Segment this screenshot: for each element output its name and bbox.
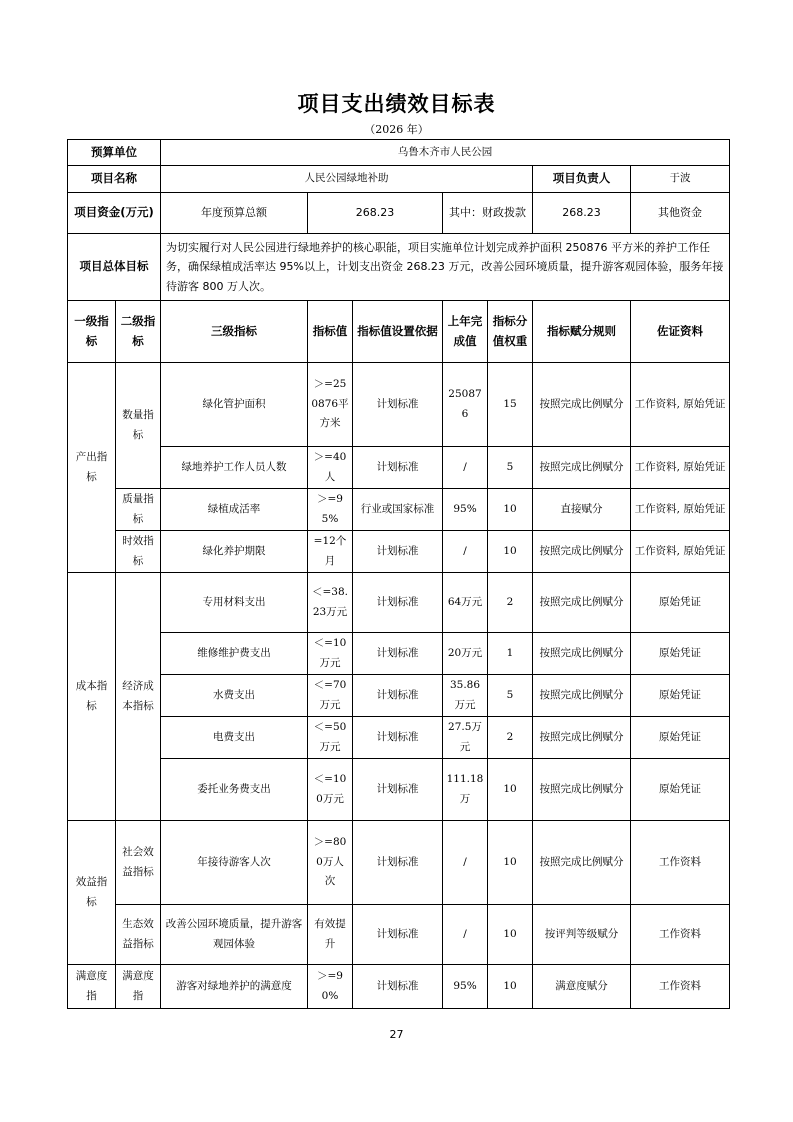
indicator-last: / bbox=[443, 447, 488, 489]
performance-table bbox=[67, 139, 730, 1009]
project-value: 人民公园绿地补助 bbox=[161, 166, 533, 193]
indicator-weight: 2 bbox=[488, 717, 533, 759]
indicator-evidence: 原始凭证 bbox=[631, 717, 730, 759]
group-economic-cost: 经济成本指标 bbox=[116, 573, 161, 821]
header-rule: 指标赋分规则 bbox=[533, 301, 631, 363]
group-quantity: 数量指标 bbox=[116, 363, 161, 489]
header-level1: 一级指标 bbox=[68, 301, 116, 363]
header-level3: 三级指标 bbox=[161, 301, 308, 363]
indicator-value: ＜=50万元 bbox=[308, 717, 353, 759]
indicator-basis: 计划标准 bbox=[353, 821, 443, 905]
table-row bbox=[68, 363, 730, 447]
indicator-basis: 计划标准 bbox=[353, 447, 443, 489]
indicator-name: 维修维护费支出 bbox=[161, 633, 308, 675]
indicator-basis: 计划标准 bbox=[353, 717, 443, 759]
table-row bbox=[68, 965, 730, 1009]
indicator-rule: 直接赋分 bbox=[533, 489, 631, 531]
indicator-value: ＞=250876平方米 bbox=[308, 363, 353, 447]
header-value: 指标值 bbox=[308, 301, 353, 363]
indicator-last: / bbox=[443, 531, 488, 573]
indicator-last: 111.18万 bbox=[443, 759, 488, 821]
project-row bbox=[68, 166, 730, 193]
indicator-name: 改善公园环境质量，提升游客观园体验 bbox=[161, 905, 308, 965]
indicator-name: 绿植成活率 bbox=[161, 489, 308, 531]
indicator-basis: 计划标准 bbox=[353, 363, 443, 447]
indicator-evidence: 工作资料 bbox=[631, 821, 730, 905]
group-cost: 成本指标 bbox=[68, 573, 116, 821]
table-row bbox=[68, 717, 730, 759]
indicator-last: 35.86万元 bbox=[443, 675, 488, 717]
indicator-last: / bbox=[443, 905, 488, 965]
table-row bbox=[68, 675, 730, 717]
indicator-basis: 计划标准 bbox=[353, 573, 443, 633]
year-label: （2026 年） bbox=[364, 123, 429, 136]
indicator-rule: 按照完成比例赋分 bbox=[533, 531, 631, 573]
header-row bbox=[68, 301, 730, 363]
table-row bbox=[68, 905, 730, 965]
group-benefit: 效益指标 bbox=[68, 821, 116, 965]
goal-row bbox=[68, 234, 730, 301]
indicator-rule: 按照完成比例赋分 bbox=[533, 633, 631, 675]
annual-label: 年度预算总额 bbox=[161, 193, 308, 234]
unit-label: 预算单位 bbox=[68, 140, 161, 166]
table-row bbox=[68, 759, 730, 821]
indicator-rule: 按评判等级赋分 bbox=[533, 905, 631, 965]
group-social-benefit: 社会效益指标 bbox=[116, 821, 161, 905]
indicator-weight: 5 bbox=[488, 675, 533, 717]
indicator-evidence: 原始凭证 bbox=[631, 759, 730, 821]
indicator-rule: 按照完成比例赋分 bbox=[533, 447, 631, 489]
indicator-last: 20万元 bbox=[443, 633, 488, 675]
indicator-last: / bbox=[443, 821, 488, 905]
group-quality: 质量指标 bbox=[116, 489, 161, 531]
table-row bbox=[68, 447, 730, 489]
indicator-last: 95% bbox=[443, 965, 488, 1009]
indicator-weight: 10 bbox=[488, 531, 533, 573]
indicator-rule: 按照完成比例赋分 bbox=[533, 675, 631, 717]
group-satisfaction-2: 满意度指 bbox=[116, 965, 161, 1009]
indicator-weight: 10 bbox=[488, 759, 533, 821]
indicator-value: ＜=100万元 bbox=[308, 759, 353, 821]
indicator-name: 电费支出 bbox=[161, 717, 308, 759]
indicator-evidence: 工作资料, 原始凭证 bbox=[631, 447, 730, 489]
indicator-weight: 5 bbox=[488, 447, 533, 489]
unit-value: 乌鲁木齐市人民公园 bbox=[161, 140, 730, 166]
page-number: 27 bbox=[389, 1028, 404, 1041]
indicator-weight: 10 bbox=[488, 489, 533, 531]
indicator-name: 游客对绿地养护的满意度 bbox=[161, 965, 308, 1009]
table-row bbox=[68, 531, 730, 573]
indicator-rule: 按照完成比例赋分 bbox=[533, 759, 631, 821]
indicator-evidence: 原始凭证 bbox=[631, 633, 730, 675]
annual-value: 268.23 bbox=[308, 193, 443, 234]
leader-value: 于波 bbox=[631, 166, 730, 193]
group-output: 产出指标 bbox=[68, 363, 116, 573]
indicator-evidence: 原始凭证 bbox=[631, 573, 730, 633]
indicator-last: 95% bbox=[443, 489, 488, 531]
leader-label: 项目负责人 bbox=[533, 166, 631, 193]
indicator-rule: 满意度赋分 bbox=[533, 965, 631, 1009]
header-weight: 指标分值权重 bbox=[488, 301, 533, 363]
finance-value: 268.23 bbox=[533, 193, 631, 234]
page-title: 项目支出绩效目标表 bbox=[297, 92, 496, 116]
other-label: 其他资金 bbox=[658, 205, 702, 219]
indicator-rule: 按照完成比例赋分 bbox=[533, 573, 631, 633]
table-row bbox=[68, 573, 730, 633]
indicator-weight: 10 bbox=[488, 821, 533, 905]
fund-label: 项目资金(万元) bbox=[68, 193, 161, 234]
header-level2: 二级指标 bbox=[116, 301, 161, 363]
indicator-name: 绿地养护工作人员人数 bbox=[161, 447, 308, 489]
indicator-name: 绿化养护期限 bbox=[161, 531, 308, 573]
finance-label: 其中：财政拨款 bbox=[443, 193, 533, 234]
indicator-value: ＞=90% bbox=[308, 965, 353, 1009]
indicator-value: ＞=800万人次 bbox=[308, 821, 353, 905]
indicator-value: ＞=40人 bbox=[308, 447, 353, 489]
indicator-name: 绿化管护面积 bbox=[161, 363, 308, 447]
indicator-value: ＜=38.23万元 bbox=[308, 573, 353, 633]
indicator-basis: 行业或国家标准 bbox=[353, 489, 443, 531]
indicator-name: 水费支出 bbox=[161, 675, 308, 717]
goal-label: 项目总体目标 bbox=[68, 234, 161, 301]
indicator-value: ＜=70万元 bbox=[308, 675, 353, 717]
fund-row bbox=[68, 193, 730, 234]
indicator-evidence: 工作资料, 原始凭证 bbox=[631, 489, 730, 531]
table-row bbox=[68, 489, 730, 531]
indicator-weight: 2 bbox=[488, 573, 533, 633]
unit-row bbox=[68, 140, 730, 166]
table-row bbox=[68, 821, 730, 905]
indicator-value: ＜=10万元 bbox=[308, 633, 353, 675]
indicator-value: =12个月 bbox=[308, 531, 353, 573]
indicator-name: 委托业务费支出 bbox=[161, 759, 308, 821]
other-label-cell bbox=[631, 193, 730, 234]
indicator-last: 64万元 bbox=[443, 573, 488, 633]
indicator-basis: 计划标准 bbox=[353, 965, 443, 1009]
indicator-basis: 计划标准 bbox=[353, 675, 443, 717]
indicator-name: 年接待游客人次 bbox=[161, 821, 308, 905]
group-eco-benefit: 生态效益指标 bbox=[116, 905, 161, 965]
indicator-basis: 计划标准 bbox=[353, 905, 443, 965]
indicator-evidence: 工作资料 bbox=[631, 905, 730, 965]
indicator-value: 有效提升 bbox=[308, 905, 353, 965]
indicator-rule: 按照完成比例赋分 bbox=[533, 821, 631, 905]
indicator-weight: 10 bbox=[488, 905, 533, 965]
header-basis: 指标值设置依据 bbox=[353, 301, 443, 363]
indicator-weight: 10 bbox=[488, 965, 533, 1009]
indicator-name: 专用材料支出 bbox=[161, 573, 308, 633]
indicator-basis: 计划标准 bbox=[353, 531, 443, 573]
indicator-value: ＞=95% bbox=[308, 489, 353, 531]
header-last-year: 上年完成值 bbox=[443, 301, 488, 363]
indicator-evidence: 工作资料, 原始凭证 bbox=[631, 363, 730, 447]
indicator-evidence: 工作资料, 原始凭证 bbox=[631, 531, 730, 573]
indicator-last: 27.5万元 bbox=[443, 717, 488, 759]
indicator-basis: 计划标准 bbox=[353, 759, 443, 821]
goal-text: 为切实履行对人民公园进行绿地养护的核心职能，项目实施单位计划完成养护面积 250876 平方米的养护工作任务，确保绿植成活率达 95%以上，计划支出资金 268.23 万元，改善公园环境质量，提升游客观园体验，服务年接待游客 800 万人次。 bbox=[161, 234, 730, 301]
group-timeliness: 时效指标 bbox=[116, 531, 161, 573]
project-label: 项目名称 bbox=[68, 166, 161, 193]
indicator-basis: 计划标准 bbox=[353, 633, 443, 675]
indicator-last: 250876 bbox=[443, 363, 488, 447]
group-satisfaction: 满意度指 bbox=[68, 965, 116, 1009]
indicator-weight: 15 bbox=[488, 363, 533, 447]
indicator-rule: 按照完成比例赋分 bbox=[533, 363, 631, 447]
indicator-evidence: 原始凭证 bbox=[631, 675, 730, 717]
table-row bbox=[68, 633, 730, 675]
indicator-evidence: 工作资料 bbox=[631, 965, 730, 1009]
header-evidence: 佐证资料 bbox=[631, 301, 730, 363]
indicator-rule: 按照完成比例赋分 bbox=[533, 717, 631, 759]
indicator-weight: 1 bbox=[488, 633, 533, 675]
